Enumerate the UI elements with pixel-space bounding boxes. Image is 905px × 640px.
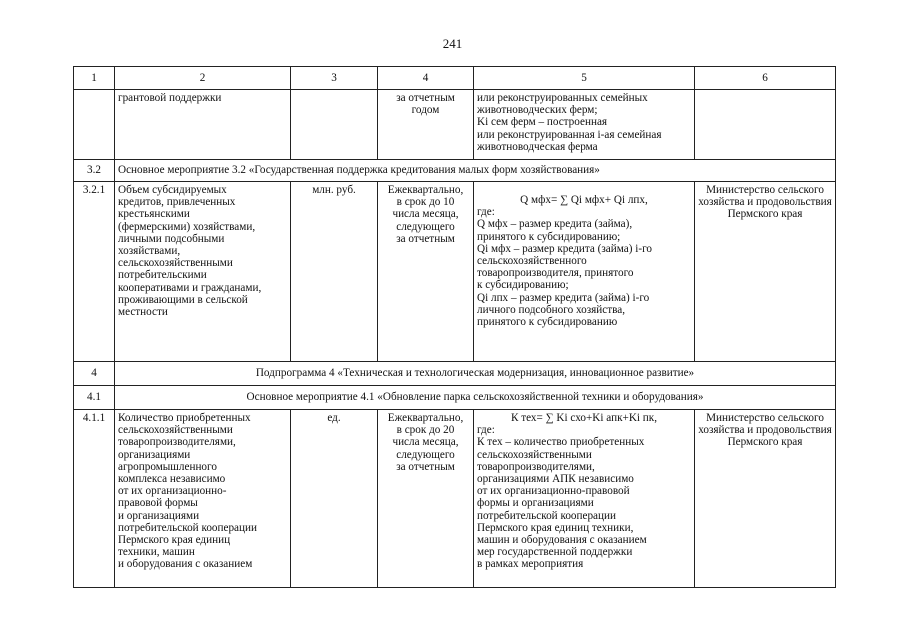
row-number-cell: 3.2.1 (74, 182, 115, 362)
responsible-cell: Министерство сельского хозяйства и продовольствия Пермского края (695, 182, 836, 362)
indicators-table (73, 66, 836, 588)
header-cell: 5 (474, 67, 695, 90)
period-cell: за отчетным годом (378, 90, 474, 160)
subprogram-title: Подпрограмма 4 «Техническая и технологическая модернизация, инновационное развитие» (115, 362, 836, 386)
table-row (74, 90, 836, 160)
unit-cell (291, 90, 378, 160)
formula-legend: где: Q мфх – размер кредита (займа), принятого к субсидированию; Qi мфх – размер кредита (займа) i-го сельскохозяйственного товаропроизводителя, принятого к субсидированию; Qi лпх – размер кредита (займа) i-го личного подсобного хозяйства, принятого к субсидированию (477, 206, 652, 329)
table-row (74, 182, 836, 362)
row-number-cell: 4.1 (74, 386, 115, 410)
header-cell: 2 (115, 67, 291, 90)
row-number-cell: 4 (74, 362, 115, 386)
header-cell: 1 (74, 67, 115, 90)
section-title: Основное мероприятие 3.2 «Государственная поддержка кредитования малых форм хозяйствования» (115, 160, 836, 182)
responsible-cell (695, 90, 836, 160)
page-number: 241 (442, 36, 463, 51)
responsible-cell: Министерство сельского хозяйства и продовольствия Пермского края (695, 410, 836, 588)
indicator-cell: Количество приобретенных сельскохозяйственными товаропроизводителями, организациями агропромышленного комплекса независимо от их организационно- правовой формы и организациями потребительской кооперации Пермского края единиц техники, машин и оборудования с оказанием (115, 410, 291, 588)
formula: К тех= ∑ Ki схо+Ki апк+Ki пк, (510, 412, 658, 424)
header-cell: 6 (695, 67, 836, 90)
indicator-cell: грантовой поддержки (115, 90, 291, 160)
method-cell (474, 182, 695, 362)
period-cell: Ежеквартально, в срок до 20 числа месяца, следующего за отчетным (378, 410, 474, 588)
table-row (74, 362, 836, 386)
table-row (74, 386, 836, 410)
indicator-cell: Объем субсидируемых кредитов, привлеченных крестьянскими (фермерскими) хозяйствами, личными подсобными хозяйствами, сельскохозяйственными потребительскими кооперативами и гражданами, проживающими в сельской местности (115, 182, 291, 362)
unit-cell: ед. (291, 410, 378, 588)
header-row (74, 67, 836, 90)
section-title: Основное мероприятие 4.1 «Обновление парка сельскохозяйственной техники и оборудования» (115, 386, 836, 410)
formula: Q мфх= ∑ Qi мфх+ Qi лпх, (520, 194, 648, 206)
row-number-cell: 4.1.1 (74, 410, 115, 588)
table-row (74, 410, 836, 588)
method-cell (474, 410, 695, 588)
period-cell: Ежеквартально, в срок до 10 числа месяца, следующего за отчетным (378, 182, 474, 362)
header-cell: 4 (378, 67, 474, 90)
formula-legend: где: К тех – количество приобретенных сельскохозяйственными товаропроизводителями, организациями АПК независимо от их организационно-правовой формы и организациями потребительской кооперации Пермского края единиц техники, машин и оборудования с оказанием мер государственной поддержки в рамках мероприятия (477, 424, 647, 571)
table-row (74, 160, 836, 182)
row-number-cell (74, 90, 115, 160)
method-cell: или реконструированных семейных животноводческих ферм; Ki сем ферм – построенная или реконструированная i-ая семейная животноводческая ферма (474, 90, 695, 160)
header-cell: 3 (291, 67, 378, 90)
unit-cell: млн. руб. (291, 182, 378, 362)
row-number-cell: 3.2 (74, 160, 115, 182)
